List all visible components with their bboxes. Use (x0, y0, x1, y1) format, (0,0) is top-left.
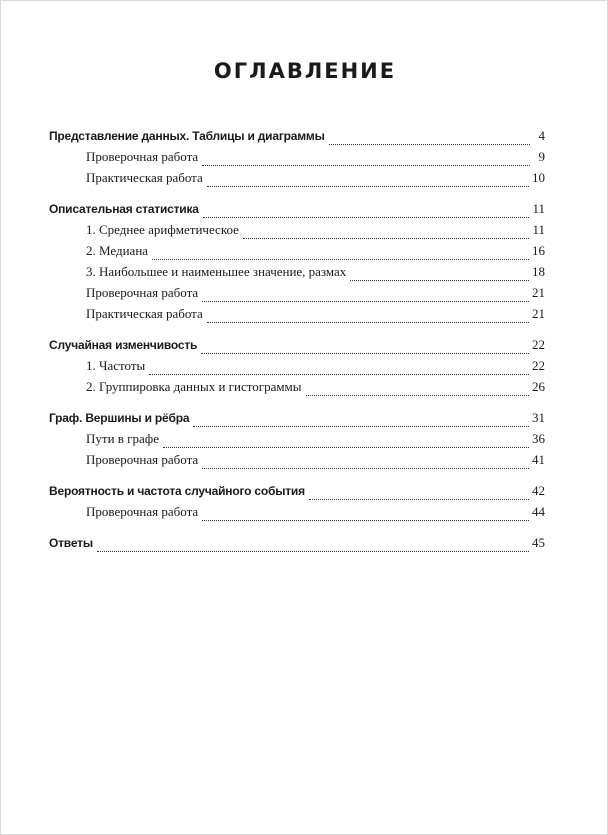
toc-entry-page-number: 10 (532, 170, 545, 185)
dot-leader (203, 217, 530, 218)
toc-chapter (49, 535, 545, 556)
toc-section (49, 128, 545, 191)
toc-chapter-page-number: 42 (532, 483, 545, 498)
toc-entry-page-number: 18 (532, 264, 545, 279)
toc-section (49, 535, 545, 556)
toc-entry-label: Проверочная работа (86, 504, 199, 519)
toc-entry-label: Проверочная работа (86, 149, 199, 164)
toc-entry-page-number: 26 (532, 379, 545, 394)
toc-section (49, 337, 545, 400)
dot-leader (202, 468, 529, 469)
toc-entry-page-number: 11 (532, 222, 545, 237)
dot-leader (202, 301, 529, 302)
toc-section (49, 201, 545, 327)
toc-chapter (49, 410, 545, 431)
toc-entry-label: 2. Медиана (86, 243, 149, 258)
toc-entry-page-number: 21 (532, 306, 545, 321)
toc-entry (49, 243, 545, 264)
dot-leader (207, 186, 529, 187)
toc-chapter-label: Описательная статистика (49, 202, 199, 216)
toc-chapter-page-number: 11 (532, 201, 545, 216)
dot-leader (152, 259, 529, 260)
toc-chapter-page-number: 4 (533, 128, 545, 144)
toc-entry-page-number: 22 (532, 358, 545, 373)
toc-entry (49, 452, 545, 473)
dot-leader (306, 395, 529, 396)
toc-entry (49, 170, 545, 191)
toc-entry (49, 222, 545, 243)
toc-entry-page-number: 9 (533, 149, 545, 165)
toc-entry-page-number: 36 (532, 431, 545, 446)
toc-entry-page-number: 21 (532, 285, 545, 300)
dot-leader (163, 447, 529, 448)
toc-chapter (49, 128, 545, 149)
toc-section (49, 483, 545, 525)
toc-entry-label: 1. Среднее арифметическое (86, 222, 239, 237)
toc-section (49, 410, 545, 473)
dot-leader (243, 238, 530, 239)
toc-chapter-page-number: 22 (532, 337, 545, 352)
dot-leader (97, 551, 529, 552)
toc-chapter (49, 201, 545, 222)
dot-leader (309, 499, 529, 500)
toc-chapter (49, 483, 545, 504)
toc-entry (49, 264, 545, 285)
toc-entry (49, 379, 545, 400)
toc-chapter-label: Представление данных. Таблицы и диаграммы (49, 129, 325, 143)
toc-chapter-label: Случайная изменчивость (49, 338, 198, 352)
dot-leader (201, 353, 529, 354)
page-title: ОГЛАВЛЕНИЕ (213, 59, 397, 83)
dot-leader (207, 322, 529, 323)
toc-entry (49, 431, 545, 452)
toc-entry-label: Проверочная работа (86, 452, 199, 467)
dot-leader (202, 165, 530, 166)
toc-entry-label: Практическая работа (86, 170, 203, 185)
toc-entry-label: 1. Частоты (86, 358, 146, 373)
toc-entry-page-number: 44 (532, 504, 545, 519)
toc-entry-page-number: 16 (532, 243, 545, 258)
dot-leader (329, 144, 530, 145)
toc-entry-label: Проверочная работа (86, 285, 199, 300)
toc-chapter-label: Вероятность и частота случайного события (49, 484, 305, 498)
dot-leader (193, 426, 529, 427)
toc-chapter (49, 337, 545, 358)
toc-chapter-page-number: 45 (532, 535, 545, 550)
dot-leader (149, 374, 529, 375)
toc-chapter-label: Граф. Вершины и рёбра (49, 411, 190, 425)
toc-entry (49, 285, 545, 306)
toc-entry-label: 3. Наибольшее и наименьшее значение, размах (86, 264, 347, 279)
toc-chapter-label: Ответы (49, 536, 93, 550)
toc-entry (49, 306, 545, 327)
table-of-contents (49, 128, 545, 566)
toc-chapter-page-number: 31 (532, 410, 545, 425)
toc-entry (49, 358, 545, 379)
toc-entry-label: 2. Группировка данных и гистограммы (86, 379, 302, 394)
toc-entry-page-number: 41 (532, 452, 545, 467)
dot-leader (350, 280, 529, 281)
toc-entry (49, 504, 545, 525)
toc-entry-label: Пути в графе (86, 431, 159, 446)
toc-entry (49, 149, 545, 170)
toc-entry-label: Практическая работа (86, 306, 203, 321)
dot-leader (202, 520, 529, 521)
